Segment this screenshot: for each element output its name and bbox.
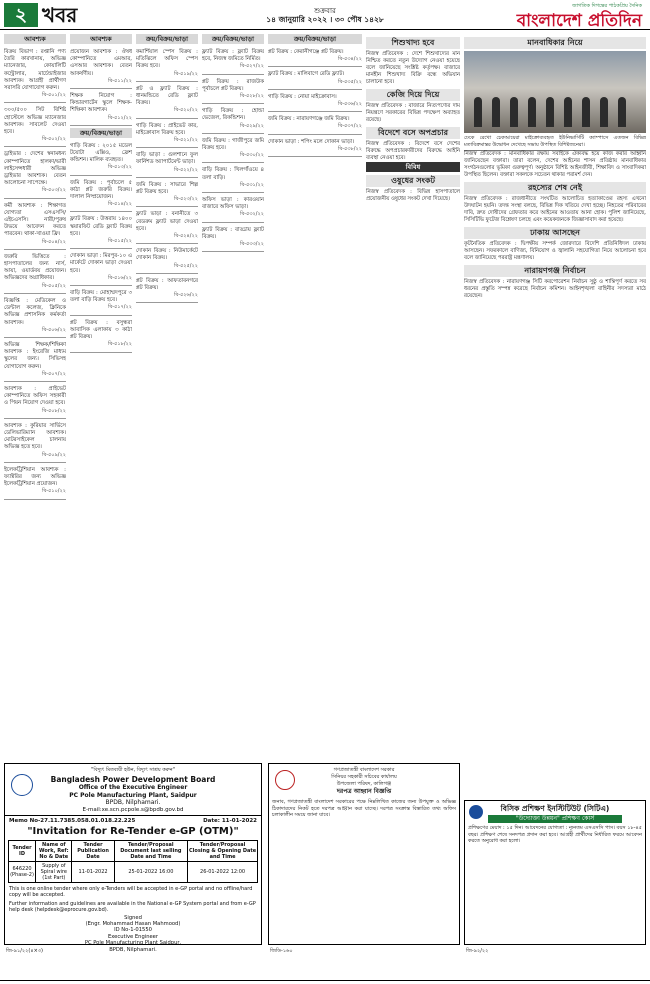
table-cell: 26-01-2022 12:00 — [187, 861, 258, 882]
ad-ref: বি-৫০১/২২ — [42, 92, 66, 99]
masthead-date: ১৪ জানুয়ারি ২০২২ । ৩০ পৌষ ১৪২৮ — [266, 15, 384, 24]
ad-text: গাড়ি বিক্রয় : নোয়া মাইক্রোবাস। — [268, 93, 337, 100]
sign-line: PC Pole Manufacturing Plant Saidpur, — [84, 940, 182, 947]
table-cell: 646220 (Phase-2) — [8, 861, 36, 882]
ad-ref: বি-৫১৭/২২ — [108, 304, 132, 311]
tender-title: "Invitation for Re-Tender e-GP (OTM)" — [27, 825, 239, 837]
ad-text: দোকান বিক্রয় : নিউমার্কেটে দোকান বিক্রয়। — [136, 248, 198, 262]
classified-ad — [202, 165, 264, 193]
classified-ad — [202, 136, 264, 164]
classified-ad — [4, 384, 66, 419]
column-heading: ক্রয়/বিক্রয়/ভাড়া — [136, 34, 198, 44]
govt-body: জনাব, গণপ্রজাতন্ত্রী বাংলাদেশ সরকারের পক্ষে নিম্নলিখিত কাজের জন্য উপযুক্ত ও অভিজ্ঞ ঠিকাদারদের নিকট হতে দরপত্র আহ্বান করা যাচ্ছে। দরপত্র সংক্রান্ত বিস্তারিত তথ্য অফিস চলাকালীন সময়ে জানা যাবে। — [272, 799, 456, 818]
logo-name: বাংলাদেশ প্রতিদিন — [516, 11, 642, 31]
ad-ref: বি-৫২৯/২২ — [240, 122, 264, 129]
classified-subcolumn — [268, 34, 362, 203]
classified-ad — [70, 91, 132, 126]
classified-column-2 — [70, 34, 132, 759]
classified-ad — [136, 47, 198, 82]
ad-ref: বি-৫০৫/২২ — [42, 282, 66, 289]
classified-ad — [70, 288, 132, 316]
ad-text: কর্মী আবশ্যক : শিক্ষাগত যোগ্যতা এসএসসি/এইচএসসি। নারী/পুরুষ উভয়ে আবেদন করতে পারবেন। থাকা-খাওয়া ফ্রি। — [4, 202, 66, 238]
classified-ad — [70, 214, 132, 249]
ad-ref: বি-৫২৭/২২ — [240, 63, 264, 70]
ad-text: প্লট বিক্রয় : কেরানীগঞ্জে প্লট বিক্রয়। — [268, 49, 344, 55]
classified-ad — [136, 121, 198, 149]
ad-text: প্লট বিক্রয় : আফতাবনগরে প্লট বিক্রয়। — [136, 277, 198, 292]
tender-memo — [5, 815, 261, 826]
table-cell: Supply of Spiral wire (1st Part) — [36, 861, 72, 882]
classified-ad — [202, 106, 264, 134]
ad-text: ফ্ল্যাট বিক্রয় : উত্তরায় ১৪০০ স্কয়ারফিট রেডি ফ্ল্যাট বিক্রয় হবে। — [70, 216, 132, 237]
classified-ad — [70, 47, 132, 89]
ad-ref: বি-৫৩৭/২২ — [338, 123, 362, 130]
ad-text: আবশ্যক : প্রাইভেট কোম্পানিতে অফিস সহকারী ও পিয়ন নিয়োগ দেওয়া হবে। — [4, 385, 66, 407]
classified-ad — [4, 296, 66, 338]
ad-ref: বি-৫৩০/২২ — [240, 152, 264, 159]
news-body: কূটনৈতিক প্রতিবেদক : দ্বিপক্ষীয় সম্পর্ক জোরদারে বিদেশি প্রতিনিধিদল ঢাকায় আসছেন। সফরকালে বাণিজ্য, বিনিয়োগ ও জ্বালানি সহযোগিতা নিয়ে আলোচনা হবে বলে জানিয়েছে পররাষ্ট্র মন্ত্রণালয়। — [464, 241, 646, 261]
ad-text: কমার্শিয়াল স্পেস বিক্রয় : মতিঝিলে অফিস স্পেস বিক্রয় হবে। — [136, 49, 198, 70]
news-headline: ঢাকায় আসছেন — [464, 227, 646, 239]
table-header: Tender ID — [8, 840, 36, 861]
ad-text: গাড়ি বিক্রয় : হোন্ডা ভেজেল, রিকন্ডিশন। — [202, 108, 264, 122]
classified-ad — [4, 149, 66, 198]
ad-ref: বি-৫১৫/২২ — [108, 238, 132, 245]
classified-ad — [4, 201, 66, 250]
ad-text: জমি বিক্রয় : সাভারে শিল্প প্লট বিক্রয় হবে। — [136, 181, 198, 196]
tender-org: Bangladesh Power Development Board — [50, 775, 216, 784]
ad-ref: বি-৫২৫/২২ — [174, 262, 198, 269]
ad-ref: বি-৫০৪/২২ — [42, 238, 66, 245]
classified-ad — [4, 421, 66, 463]
ad-ref: বি-৫২০/২২ — [174, 107, 198, 114]
ad-text: অফিস ভাড়া : কারওয়ান বাজারে অফিস ভাড়া। — [202, 197, 264, 211]
ad-text: বাড়ি বিক্রয় : মোহাম্মদপুরে ৩ তলা বাড়ি বিক্রয় হবে। — [70, 290, 132, 304]
government-notice — [268, 763, 460, 945]
news-body: নিজস্ব প্রতিবেদক : বাজারে নিত্যপণ্যের দাম নিয়ন্ত্রণে সরকারের বিভিন্ন পদক্ষেপ অব্যাহত রয়েছে। — [366, 103, 460, 123]
column-heading: ক্রয়/বিক্রয়/ভাড়া — [202, 34, 264, 44]
classified-ad — [268, 114, 362, 134]
govt-line: উপজেলা পরিষদ, কালিগঞ্জ — [336, 781, 392, 787]
ad-ref: বি-৫২১/২২ — [174, 137, 198, 144]
news-subcolumn — [366, 34, 460, 203]
sign-line: Executive Engineer — [107, 933, 158, 940]
table-header: Tender Publication Date — [72, 840, 115, 861]
ad-text: জমি বিক্রয় : পূর্বাচলে ৫ কাঠা প্লট জরুরি বিক্রয়। দালাল নিষ্প্রয়োজন। — [70, 179, 132, 201]
ad-ref: বি-৫১৮/২২ — [108, 341, 132, 348]
classified-ad — [268, 69, 362, 89]
memo-number: Memo No-27.11.7385.058.01.018.22.225 — [9, 817, 136, 824]
ad-text: বিজ্ঞপ্তি : মেডিকেল ও ডেন্টাল কলেজ, ক্লিনিকে অভিজ্ঞ প্রশাসনিক কর্মকর্তা আবশ্যক। — [4, 297, 66, 326]
ad-text: দোকান ভাড়া : মিরপুর-১০ এ মার্কেটে দোকান ভাড়া দেওয়া হবে। — [70, 253, 132, 274]
ad-ref: বি-৫০৬/২২ — [42, 326, 66, 333]
news-photo — [464, 51, 646, 133]
classified-ad — [4, 465, 66, 500]
news-body: নিজস্ব প্রতিবেদক : দেশে শিশুখাদ্যের মান নিশ্চিত করতে নতুন উদ্যোগ নেওয়া হয়েছে বলে জানিয়েছে সংশ্লিষ্ট কর্তৃপক্ষ। বাজারে মানহীন শিশুখাদ্য বিক্রি বন্ধে অভিযান চালানো হবে। — [366, 51, 460, 85]
classified-ad — [70, 318, 132, 353]
ad-ref: বি-৫০২/২২ — [42, 136, 66, 143]
classified-column-1 — [4, 34, 66, 759]
training-subtitle: "উদ্যোক্তা উন্নয়ন" প্রশিক্ষণ কোর্স — [488, 815, 622, 823]
page-number: ২ — [4, 3, 38, 27]
bscic-logo-icon — [469, 805, 483, 819]
masthead-day: শুক্রবার — [314, 7, 336, 15]
ad-text: ফ্ল্যাট ভাড়া : বনানীতে ৩ বেডরুম ফ্ল্যাট ভাড়া দেওয়া হবে। — [136, 211, 198, 232]
tender-location: BPDB, Nilphamari. — [105, 799, 161, 806]
ad-ref: বি-৫২২/২২ — [174, 166, 198, 173]
column-heading: আবশ্যক — [4, 34, 66, 44]
column-heading: আবশ্যক — [70, 34, 132, 44]
classified-ad — [70, 141, 132, 176]
section-name: খবর — [42, 3, 78, 27]
tender-signature — [5, 915, 261, 953]
table-header: Tender/Proposal Closing & Opening Date and Time — [189, 841, 257, 860]
photo-caption: ঢেকে রেখো চেকআয়েরা মাইক্রোব্যবহৃত ইউনিভার্সিটি ক্যাম্পাসে এতজন বিভিন্ন মতাবিক্রমান্তর উদ্ধোধন দেখেছে সভায় উপস্থিত বিশিষ্টজনেরা। — [464, 133, 646, 151]
classified-ad — [268, 47, 362, 67]
ad-ref: বি-৫১৪/২২ — [108, 201, 132, 208]
ad-text: অভিজ্ঞ শিক্ষক/শিক্ষিকা আবশ্যক : ইংরেজি মাধ্যম স্কুলের জন্য। সিভিসহ যোগাযোগ করুন। — [4, 341, 66, 370]
ad-text: শিক্ষক নিয়োগ : কিন্ডারগার্টেন স্কুলে শিক্ষক-শিক্ষিকা আবশ্যক। — [70, 93, 132, 114]
training-ref: জি-৯২/২২ — [466, 948, 489, 954]
ad-ref: বি-৫০৭/২২ — [42, 370, 66, 377]
news-headline: নারায়ণগঞ্জ নির্বাচন — [464, 265, 646, 277]
ad-text: বাড়ি বিক্রয় : খিলগাঁওয়ে ৪ তলা বাড়ি। — [202, 167, 264, 181]
tender-note: This is one online tender where only e-Tenders will be accepted in e-GP portal and no offline/hard copy will be accepted. — [9, 885, 253, 898]
sign-line: ID No-1-01550 — [114, 927, 152, 934]
ad-ref: বি-৫৩৩/২২ — [240, 241, 264, 248]
table-header: Tender/Proposal Document last selling Date and Time — [114, 840, 187, 861]
ad-ref: বি-৫৩৮/২২ — [338, 145, 362, 152]
ad-ref: বি-৫২৩/২২ — [174, 196, 198, 203]
ad-ref: বি-৫১১/২২ — [108, 77, 132, 84]
training-org: বিসিক প্রশিক্ষণ ইনস্টিটিউট (সিটিএ) — [500, 804, 610, 813]
news-body: নিজস্ব প্রতিবেদক : বিভিন্ন হাসপাতালে প্রয়োজনীয় ওষুধের সংকট দেখা দিয়েছে। — [366, 189, 460, 202]
table-header: Name of Work, Ref: No & Date — [36, 840, 72, 861]
column-heading: বিবিধ — [366, 162, 460, 172]
ad-text: গাড়ি বিক্রয় : প্রাইভেট কার, মাইক্রোবাস বিক্রয় হবে। — [136, 122, 198, 136]
ad-text: ফ্ল্যাট বিক্রয় : ফ্ল্যাট বিক্রয় হবে, নিজস্ব জমিতে নির্মিত। — [202, 49, 264, 63]
news-headline: শিশুখাদ্য হবে — [366, 37, 460, 49]
classified-ad — [202, 47, 264, 75]
ad-ref: বি-৫১৯/২২ — [174, 70, 198, 77]
training-notice — [464, 800, 646, 945]
sign-line: (Engr. Mohammad Hasan Mahmood) — [85, 920, 181, 927]
ad-ref: বি-৫২৬/২২ — [174, 292, 198, 299]
bpdb-logo-icon — [11, 774, 33, 796]
tender-ref: জি-৯১/২২(৪×৩) — [6, 948, 43, 954]
ad-text: প্লট বিক্রয় : বসুন্ধরা আবাসিক এলাকায় ৩ কাঠা প্লট বিক্রয়। — [70, 319, 132, 341]
bottom-rule — [0, 980, 650, 981]
ad-ref: বি-৫৩১/২২ — [240, 181, 264, 188]
ad-text: ফ্ল্যাট বিক্রয় : মালিবাগে রেডি ফ্ল্যাট। — [268, 71, 345, 78]
ad-ref: বি-৫১০/২২ — [42, 488, 66, 495]
ad-ref: বি-৫২৪/২২ — [174, 233, 198, 240]
ad-text: গাড়ি বিক্রয় : ২০১৫ মডেল টয়োটা এক্সিও, ফ্রেশ কন্ডিশন। মালিক ব্যবহৃত। — [70, 142, 132, 164]
logo-tagline: জাগতিক দিগন্তের পাঠকপ্রিয় দৈনিক — [572, 3, 642, 9]
tender-email: E-mail:xe.scn.pcpole.s@bpdb.gov.bd — [82, 806, 184, 813]
classified-ad — [4, 252, 66, 294]
news-body: নিজস্ব প্রতিবেদক : বিদেশে বসে দেশের বিরুদ্ধে অপপ্রচারকারীদের বিরুদ্ধে আইনি ব্যবস্থা নেওয়া হবে। — [366, 141, 460, 161]
classified-ad — [136, 246, 198, 274]
ad-text: প্লট বিক্রয় : রাজউক পূর্বাচলে প্লট বিক্রয়। — [202, 78, 264, 92]
tender-table — [8, 840, 259, 883]
ad-ref: বি-৫১৩/২২ — [108, 164, 132, 171]
classified-column-3 — [136, 34, 198, 759]
news-column — [464, 34, 646, 794]
govt-line: সিনিয়র সহকারী সচিবের কার্যালয় — [331, 774, 397, 780]
ad-text: ফ্ল্যাট বিক্রয় : বাড্ডায় ফ্ল্যাট বিক্রয়। — [202, 226, 264, 240]
sign-line: Signed — [124, 914, 142, 921]
classified-ad — [136, 180, 198, 208]
table-cell: 25-01-2022 16:00 — [114, 861, 187, 882]
ad-text: প্লট ও ফ্ল্যাট বিক্রয় : ধানমন্ডিতে রেডি ফ্ল্যাট বিক্রয়। — [136, 85, 198, 107]
news-headline: বিদেশে বসে অপপ্রচার — [366, 127, 460, 139]
classified-column-5 — [268, 34, 460, 759]
ad-text: জমি বিক্রয় : নারায়ণগঞ্জে জমি বিক্রয়। — [268, 116, 350, 123]
news-headline: রহস্যের শেষ নেই — [464, 182, 646, 194]
column-heading: ক্রয়/বিক্রয়/ভাড়া — [268, 34, 362, 44]
ad-ref: বি-৫০৯/২২ — [42, 451, 66, 458]
ad-text: ইলেকট্রিশিয়ান আবশ্যক : ফ্যাক্টরির জন্য অভিজ্ঞ ইলেকট্রিশিয়ান প্রয়োজন। — [4, 466, 66, 488]
classified-ad — [268, 137, 362, 157]
ad-ref: বি-৫০৩/২২ — [42, 187, 66, 194]
govt-heading: দরপত্র আহ্বান বিজ্ঞপ্তি — [336, 788, 392, 795]
classified-ad — [136, 276, 198, 304]
tender-office: Office of the Executive Engineer — [78, 784, 188, 791]
ad-ref: বি-৫১৬/২২ — [108, 274, 132, 281]
training-body: প্রশিক্ষণের মেয়াদ : ১৫ দিন। আবেদনের যোগ্যতা : ন্যূনতম এসএসসি পাস। বয়স ১৮-৪৫ বছর। প্রশিক্ষণ শেষে সনদপত্র প্রদান করা হবে। আগ্রহী প্রার্থীদের নির্ধারিত ফরমে আবেদন করতে অনুরোধ করা হলো। — [468, 825, 642, 844]
ad-text: জমি বিক্রয় : গাজীপুরে জমি বিক্রয় হবে। — [202, 137, 264, 152]
classified-column-4 — [202, 34, 264, 759]
memo-date: Date: 11-01-2022 — [203, 817, 257, 824]
column-heading: ক্রয়/বিক্রয়/ভাড়া — [70, 128, 132, 138]
news-headline: মানবাধিকার নিয়ে — [464, 37, 646, 49]
news-headline: কেজি দিয়ে দিয়ে — [366, 89, 460, 101]
table-cell: 11-01-2022 — [72, 861, 115, 882]
classified-ad — [202, 77, 264, 105]
classified-ad — [268, 92, 362, 112]
ad-text: জরুরি ভিত্তিতে : হাসপাতালের জন্য নার্স, আয়া, ওয়ার্ডবয় প্রয়োজন। অভিজ্ঞদের অগ্রাধিকার। — [4, 253, 66, 282]
classified-ad — [4, 47, 66, 103]
news-body: নিজস্ব প্রতিবেদক : রাজধানীতে সংঘটিত আলোচিত হত্যাকাণ্ডের রহস্য এখনো উদঘাটন হয়নি। তদন্ত সংস্থা বলছে, বিভিন্ন দিক খতিয়ে দেখা হচ্ছে। নিহতের পরিবারের দাবি, দ্রুত দোষীদের গ্রেফতার করে আইনের আওতায় আনা হোক। পুলিশ জানিয়েছে, সিসিটিভি ফুটেজ বিশ্লেষণ চলছে এবং কয়েকজনকে জিজ্ঞাসাবাদ করা হয়েছে। — [464, 196, 646, 223]
tender-plant: PC Pole Manufacturing Plant, Saidpur — [69, 791, 197, 799]
govt-ref: জিডি-১৬০ — [270, 948, 293, 954]
masthead — [0, 0, 650, 30]
ad-text: ৩০০/৫০০ সিট বিশিষ্ট হোস্টেলে অভিজ্ঞ ম্যানেজার আবশ্যক। সাবলেট দেওয়া হবে। — [4, 107, 66, 136]
classified-ad — [4, 340, 66, 382]
ad-ref: বি-৫২৮/২২ — [240, 93, 264, 100]
news-headline: ওষুধের সংকট — [366, 175, 460, 187]
classified-ad — [202, 225, 264, 253]
ad-ref: বি-৫৩৪/২২ — [338, 56, 362, 63]
govt-line: গণপ্রজাতন্ত্রী বাংলাদেশ সরকার — [333, 767, 395, 773]
ad-ref: বি-৫৩৬/২২ — [338, 101, 362, 108]
classified-ad — [136, 150, 198, 178]
ad-text: দোকান ভাড়া : শপিং মলে দোকান ভাড়া। — [268, 138, 355, 145]
tender-header-note: "বিদ্যুৎ মিতব্যয়ী হউন, বিদ্যুৎ সাশ্রয় করুন" — [91, 767, 175, 773]
ad-ref: বি-৫০৮/২২ — [42, 407, 66, 414]
ad-ref: বি-৫৩২/২২ — [240, 211, 264, 218]
classified-ad — [70, 178, 132, 213]
classified-ad — [136, 209, 198, 244]
ad-text: বিক্রয় বিভাগ : রপ্তানি পণ্য তৈরি কারখানায়, অভিজ্ঞ ম্যানেজার, কোয়ালিটি কন্ট্রোলার, মার্চেন্ডাইজার আবশ্যক। আগ্রহী প্রার্থীগণ সরাসরি যোগাযোগ করুন। — [4, 49, 66, 92]
classified-ad — [4, 105, 66, 147]
classified-ad — [202, 195, 264, 223]
ad-text: বাড়ি ভাড়া : গুলশানে ফুল ফার্নিশড অ্যাপার্টমেন্ট ভাড়া। — [136, 152, 198, 166]
ad-text: আবশ্যক : কুরিয়ার সার্ভিসে ডেলিভারিম্যান আবশ্যক। মোটরসাইকেল চালনায় অভিজ্ঞ হতে হবে। — [4, 422, 66, 451]
ad-text: প্রয়োজন আবশ্যক : ঔষধ কোম্পানিতে এমআর, এসআর আবশ্যক। বেতন আকর্ষণীয়। — [70, 49, 132, 77]
classified-ad — [70, 251, 132, 286]
govt-seal-icon — [275, 770, 295, 790]
newspaper-logo — [517, 3, 642, 31]
table-row — [8, 861, 258, 882]
tender-note: Further information and guidelines are available in the National e-GP System portal and from e-GP help desk (helpdesk@eprocure.gov.bd). — [9, 900, 256, 913]
news-body: নিজস্ব প্রতিবেদক : নারায়ণগঞ্জ সিটি করপোরেশন নির্বাচন সুষ্ঠু ও শান্তিপূর্ণ করতে সব ধরনের প্রস্তুতি সম্পন্ন করেছে নির্বাচন কমিশন। আইনশৃঙ্খলা বাহিনীর সদস্যরা মাঠে রয়েছেন। — [464, 279, 646, 299]
classified-ad — [136, 84, 198, 119]
ad-text: ড্রাইভার : দেশের স্বনামধন্য কোম্পানিতে হালকা/ভারী লাইসেন্সধারী অভিজ্ঞ ড্রাইভার আবশ্যক। বেতন আলোচনা সাপেক্ষে। — [4, 151, 66, 187]
news-body: নিজস্ব প্রতিবেদক : মানবাধিকার রক্ষায় সবাইকে ঐক্যবদ্ধ হয়ে কাজ করার আহ্বান জানিয়েছেন বক্তারা। তারা বলেন, দেশের আইনের শাসন প্রতিষ্ঠায় মানবাধিকার সংগঠনগুলোর ভূমিকা গুরুত্বপূর্ণ। অনুষ্ঠানে বিশিষ্ট আইনজীবী, শিক্ষাবিদ ও সাংবাদিকরা উপস্থিত ছিলেন। বক্তারা সকলকে সচেতন থাকার পরামর্শ দেন। — [464, 151, 646, 178]
ad-ref: বি-৫৩৫/২২ — [338, 78, 362, 85]
sign-line: BPDB, Nilphamari. — [109, 946, 157, 953]
ad-ref: বি-৫১২/২২ — [108, 114, 132, 121]
